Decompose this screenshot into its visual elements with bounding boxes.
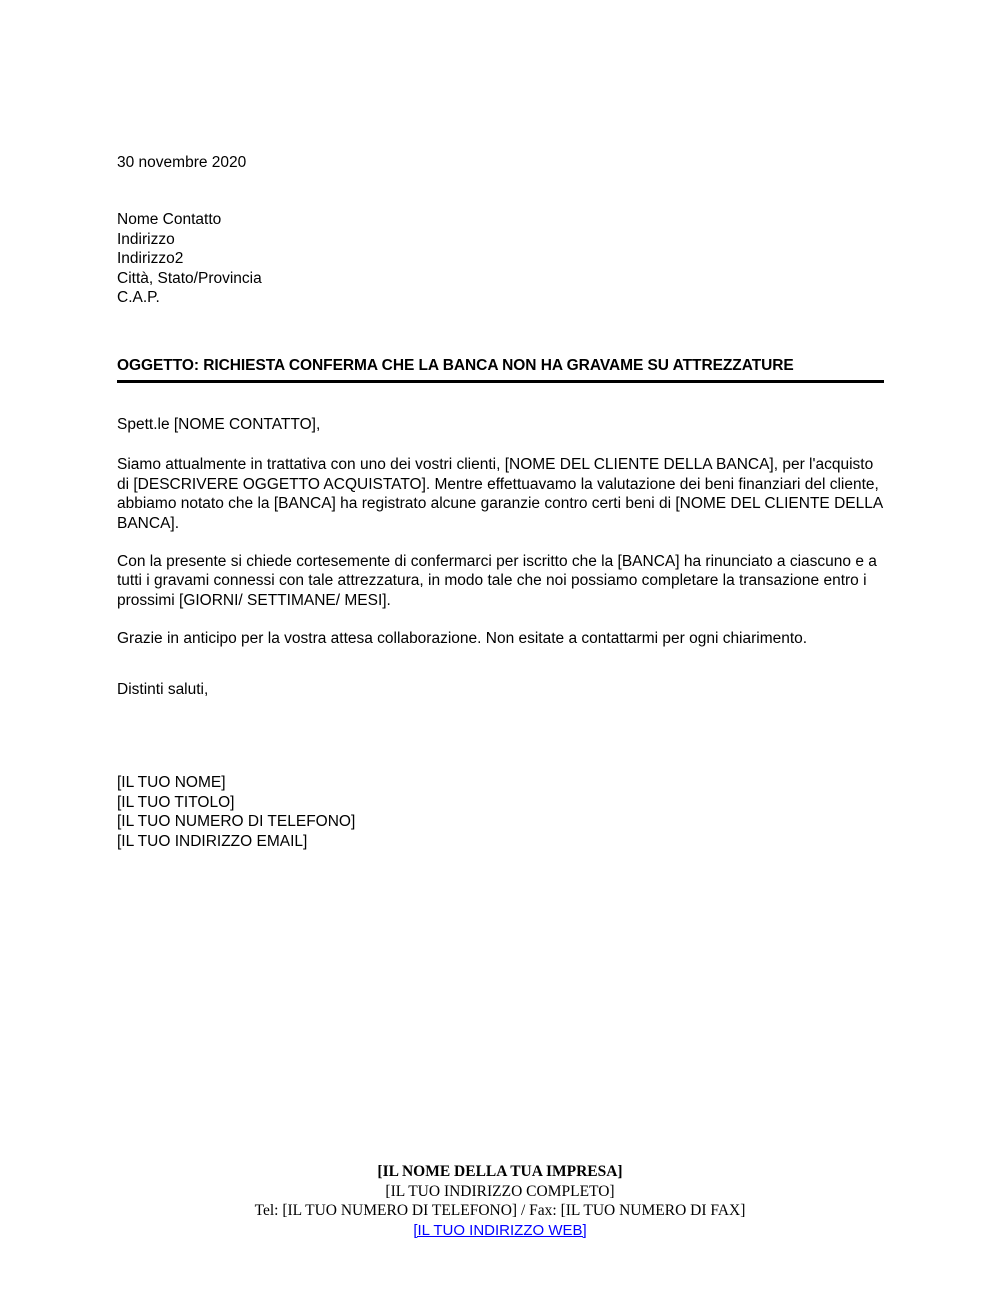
recipient-address-block [117, 210, 262, 308]
signature-block [117, 773, 355, 851]
address-line: Indirizzo2 [117, 250, 184, 267]
footer-web-line [0, 1221, 1000, 1241]
letter-date: 30 novembre 2020 [117, 154, 247, 171]
address-line: C.A.P. [117, 289, 160, 306]
letter-body [117, 415, 884, 649]
subject-heading: OGGETTO: RICHIESTA CONFERMA CHE LA BANCA NON HA GRAVAME SU ATTREZZATURE [117, 357, 794, 374]
footer-contact: Tel: [IL TUO NUMERO DI TELEFONO] / Fax: [IL TUO NUMERO DI FAX] [254, 1202, 746, 1219]
body-paragraph: Siamo attualmente in trattativa con uno dei vostri clienti, [NOME DEL CLIENTE DELLA BANCA], per l'acquisto di [DESCRIVERE OGGETTO ACQUISTATO]. Mentre effettuavamo la valutazione dei beni finanziari del cliente, abbiamo notato che la [BANCA] ha registrato alcune garanzie contro certi beni di [NOME DEL CLIENTE DELLA BANCA]. [117, 456, 883, 532]
address-line: Indirizzo [117, 230, 175, 248]
address-line: Città, Stato/Provincia [117, 269, 262, 287]
footer-address: [IL TUO INDIRIZZO COMPLETO] [385, 1182, 615, 1200]
page-footer [0, 1162, 1000, 1241]
signature-line: [IL TUO NUMERO DI TELEFONO] [117, 813, 356, 830]
body-paragraph: Con la presente si chiede cortesemente di confermarci per iscritto che la [BANCA] ha rinunciato a ciascuno e a tutti i gravami connessi con tale attrezzatura, in modo tale che noi possiamo completare la transazione entro i prossimi [GIORNI/ SETTIMANE/ MESI]. [117, 553, 877, 609]
subject-section [117, 356, 884, 383]
subject-divider-rule [117, 380, 884, 383]
footer-company-name: [IL NOME DELLA TUA IMPRESA] [377, 1163, 623, 1180]
address-line: Nome Contatto [117, 211, 222, 228]
salutation: Spett.le [NOME CONTATTO], [117, 416, 321, 433]
signature-line: [IL TUO TITOLO] [117, 793, 235, 811]
body-paragraph: Grazie in anticipo per la vostra attesa collaborazione. Non esitate a contattarmi per ogni chiarimento. [117, 630, 808, 648]
signature-line: [IL TUO INDIRIZZO EMAIL] [117, 832, 308, 850]
closing-line: Distinti saluti, [117, 681, 209, 698]
footer-web-link[interactable]: [IL TUO INDIRIZZO WEB] [413, 1221, 587, 1239]
signature-line: [IL TUO NOME] [117, 774, 226, 791]
